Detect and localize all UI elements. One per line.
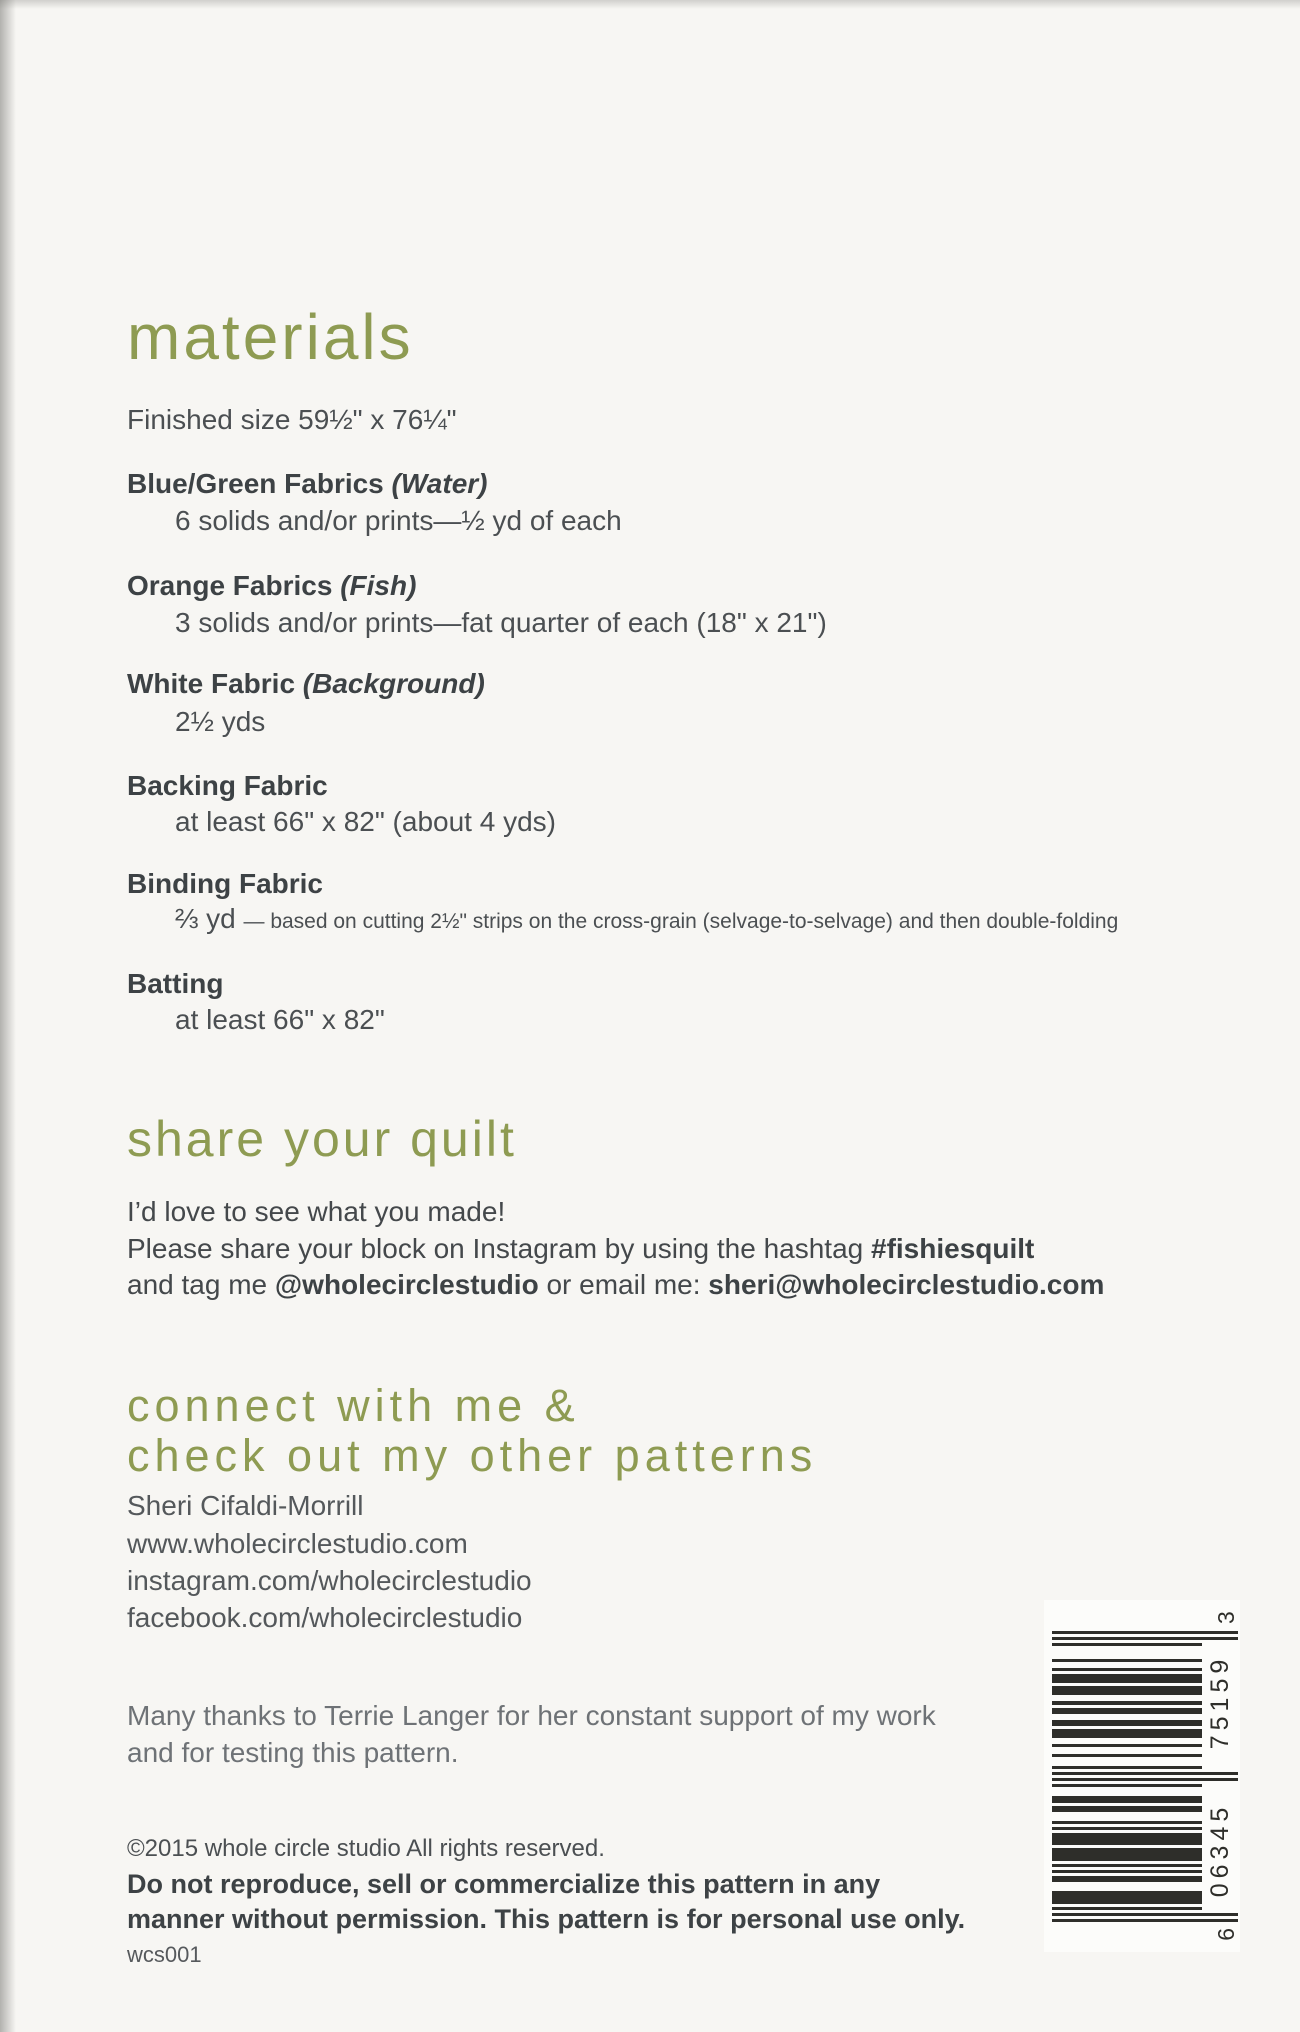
barcode-right-digits: 75159 [1206, 1654, 1234, 1750]
barcode-gap [1052, 1698, 1202, 1701]
barcode-gap [1052, 1760, 1202, 1763]
barcode-bar [1052, 1772, 1238, 1775]
material-label-italic: (Water) [391, 468, 488, 499]
material-label-batting [127, 968, 223, 1000]
share-line-2 [127, 1233, 1034, 1265]
barcode-bar [1052, 1689, 1202, 1692]
barcode-gap [1052, 1705, 1202, 1708]
usage-notice-line-1: Do not reproduce, sell or commercialize this pattern in any [127, 1869, 881, 1899]
barcode-bar [1052, 1711, 1202, 1714]
barcode-gap [1052, 1793, 1202, 1796]
share-hashtag: #fishiesquilt [871, 1233, 1035, 1264]
barcode-bar [1052, 1680, 1202, 1683]
barcode-bar [1052, 1849, 1202, 1852]
barcode-gap [1052, 1787, 1202, 1790]
barcode-gap [1052, 1769, 1238, 1772]
barcode-bar [1052, 1842, 1202, 1845]
barcode-gap [1052, 1741, 1202, 1744]
barcode-bar [1052, 1806, 1202, 1809]
barcode-gap [1052, 1662, 1202, 1665]
barcode-bar [1052, 1894, 1202, 1897]
connect-heading-line-2: check out my other patterns [127, 1430, 818, 1481]
barcode-bar [1052, 1800, 1202, 1803]
share-line-3 [127, 1269, 1104, 1301]
share-email: sheri@wholecirclestudio.com [708, 1269, 1105, 1300]
barcode-bar [1052, 1784, 1202, 1787]
share-line-2-text: Please share your block on Instagram by using the hashtag [127, 1233, 871, 1264]
material-label-text: Orange Fabrics [127, 570, 341, 601]
barcode-gap [1052, 1665, 1202, 1668]
barcode-bar [1052, 1913, 1238, 1916]
facebook-url: facebook.com/wholecirclestudio [127, 1602, 523, 1633]
barcode-bar [1052, 1839, 1202, 1842]
barcode-gap [1052, 1726, 1202, 1729]
barcode-gap [1052, 1656, 1202, 1659]
barcode-bar [1052, 1901, 1202, 1904]
barcode-gap [1052, 1873, 1202, 1876]
material-label-backing [127, 770, 328, 802]
barcode-gap [1052, 1818, 1202, 1821]
material-label-text: Backing Fabric [127, 770, 328, 801]
barcode-bar [1052, 1668, 1202, 1671]
barcode-gap [1052, 1885, 1202, 1888]
barcode-bar [1052, 1852, 1202, 1855]
barcode-gap [1052, 1683, 1202, 1686]
copyright-text: ©2015 whole circle studio All rights reserved. [127, 1835, 605, 1862]
barcode-gap [1052, 1646, 1202, 1649]
barcode-gap [1052, 1861, 1202, 1864]
usage-notice-line-2: manner without permission. This pattern is for personal use only. [127, 1904, 966, 1934]
barcode-bar [1052, 1708, 1202, 1711]
barcode-bar [1052, 1855, 1202, 1858]
materials-heading: materials [127, 301, 414, 373]
barcode-gap [1052, 1812, 1202, 1815]
barcode-bar [1052, 1891, 1202, 1894]
barcode-gap [1052, 1634, 1238, 1637]
barcode-gap [1052, 1916, 1238, 1919]
share-heading: share your quilt [127, 1111, 517, 1167]
barcode-bar [1052, 1732, 1202, 1735]
material-detail-orange: 3 solids and/or prints—fat quarter of each (18" x 21") [175, 607, 827, 638]
barcode-bar [1052, 1702, 1202, 1705]
barcode-gap [1052, 1910, 1202, 1913]
barcode-bar [1052, 1836, 1202, 1839]
barcode-bar [1052, 1754, 1202, 1757]
barcode-gap [1052, 1830, 1202, 1833]
share-line-3-text: and tag me [127, 1269, 275, 1300]
material-label-text: Binding Fabric [127, 868, 323, 899]
barcode-bar [1052, 1809, 1202, 1812]
material-label-text: Batting [127, 968, 224, 999]
barcode-bar [1052, 1720, 1202, 1723]
barcode-bar [1052, 1643, 1202, 1646]
barcode-bar [1052, 1879, 1202, 1882]
barcode-gap [1052, 1888, 1202, 1891]
finished-size-text: Finished size 59½" x 76¼" [127, 404, 457, 435]
barcode-bar [1052, 1778, 1238, 1781]
upc-barcode [1044, 1600, 1240, 1952]
barcode-gap [1052, 1717, 1202, 1720]
instagram-url: instagram.com/wholecirclestudio [127, 1565, 532, 1596]
barcode-gap [1052, 1815, 1202, 1818]
material-detail-backing: at least 66" x 82" (about 4 yds) [175, 806, 556, 837]
material-label-text: White Fabric [127, 668, 303, 699]
material-detail-binding [127, 903, 1118, 935]
barcode-bar [1052, 1870, 1202, 1873]
barcode-bar [1052, 1919, 1238, 1922]
barcode-gap [1052, 1867, 1202, 1870]
share-line-3-mid: or email me: [538, 1269, 709, 1300]
binding-detail-rest: — based on cutting 2½" strips on the cross-grain (selvage-to-selvage) and then double-folding [243, 910, 1119, 933]
barcode-gap [1052, 1803, 1202, 1806]
barcode-bar [1052, 1858, 1202, 1861]
material-detail-batting: at least 66" x 82" [175, 1004, 385, 1035]
barcode-bar [1052, 1796, 1202, 1799]
barcode-bar [1052, 1677, 1202, 1680]
barcode-gap [1052, 1757, 1202, 1760]
connect-heading-line-1: connect with me & [127, 1380, 580, 1431]
barcode-bar [1052, 1735, 1202, 1738]
barcode-check-digit: 3 [1213, 1611, 1239, 1624]
scan-edge-shadow-left [0, 0, 16, 2032]
barcode-bar [1052, 1907, 1202, 1910]
barcode-gap [1052, 1747, 1202, 1750]
barcode-bar [1052, 1631, 1238, 1634]
thanks-line-1: Many thanks to Terrie Langer for her constant support of my work [127, 1700, 936, 1731]
barcode-gap [1052, 1695, 1202, 1698]
barcode-bar [1052, 1692, 1202, 1695]
thanks-line-2: and for testing this pattern. [127, 1737, 459, 1768]
share-instagram-handle: @wholecirclestudio [274, 1269, 539, 1300]
barcode-gap [1052, 1904, 1202, 1907]
barcode-bar [1052, 1674, 1202, 1677]
barcode-gap [1052, 1790, 1202, 1793]
barcode-bar [1052, 1766, 1202, 1769]
barcode-bar [1052, 1659, 1202, 1662]
author-name: Sheri Cifaldi-Morrill [127, 1490, 364, 1521]
barcode-gap [1052, 1671, 1202, 1674]
barcode-bar [1052, 1686, 1202, 1689]
material-label-white [127, 668, 485, 700]
barcode-left-digits: 06345 [1206, 1802, 1234, 1898]
barcode-gap [1052, 1714, 1202, 1717]
barcode-bar [1052, 1898, 1202, 1901]
material-label-italic: (Fish) [340, 570, 417, 601]
material-label-blue-green [127, 468, 487, 500]
barcode-prefix-digit: 6 [1213, 1928, 1239, 1941]
barcode-gap [1052, 1845, 1202, 1848]
barcode-bar [1052, 1833, 1202, 1836]
material-detail-white: 2½ yds [175, 706, 266, 737]
pattern-sku: wcs001 [127, 1942, 202, 1967]
barcode-gap [1052, 1653, 1202, 1656]
barcode-gap [1052, 1763, 1202, 1766]
barcode-gap [1052, 1781, 1238, 1784]
material-detail-blue-green: 6 solids and/or prints—½ yd of each [175, 505, 622, 536]
material-label-orange [127, 570, 416, 602]
share-line-1: I’d love to see what you made! [127, 1196, 506, 1227]
material-label-text: Blue/Green Fabrics [127, 468, 392, 499]
barcode-bar [1052, 1864, 1202, 1867]
barcode-gap [1052, 1738, 1202, 1741]
barcode-gap [1052, 1640, 1202, 1643]
barcode-bar [1052, 1723, 1202, 1726]
material-label-italic: (Background) [302, 668, 485, 699]
barcode-bars [1052, 1630, 1240, 1922]
barcode-bar [1052, 1729, 1202, 1732]
barcode-gap [1052, 1775, 1238, 1778]
barcode-gap [1052, 1824, 1202, 1827]
barcode-bar [1052, 1827, 1202, 1830]
material-label-binding [127, 868, 323, 900]
barcode-bar [1052, 1821, 1202, 1824]
barcode-gap [1052, 1649, 1202, 1652]
barcode-gap [1052, 1882, 1202, 1885]
binding-detail-lead: ⅔ yd [175, 903, 244, 934]
scan-edge-shadow-top [0, 0, 1300, 9]
barcode-bar [1052, 1876, 1202, 1879]
barcode-gap [1052, 1751, 1202, 1754]
barcode-bar [1052, 1744, 1202, 1747]
website-url: www.wholecirclestudio.com [127, 1528, 468, 1559]
